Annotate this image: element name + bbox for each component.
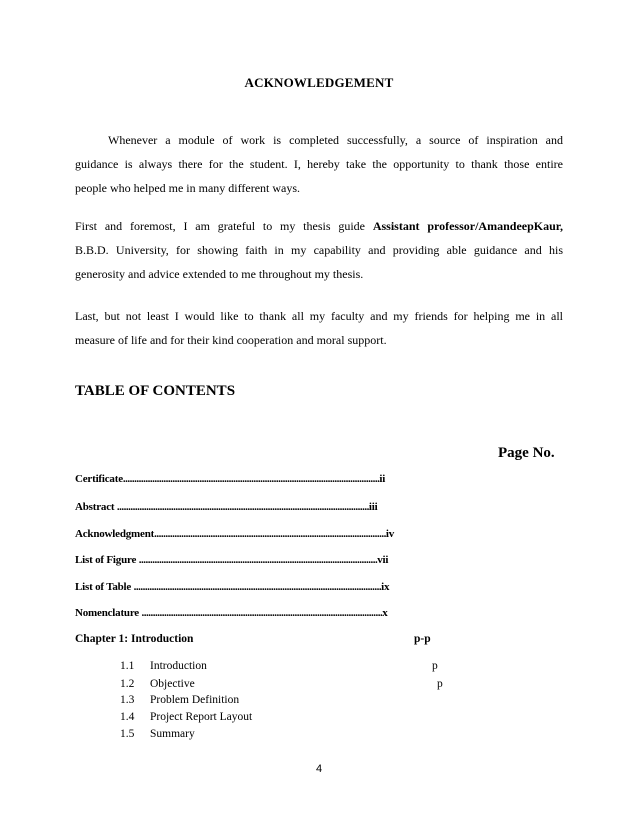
paragraph-line: Last, but not least I would like to thank all my faculty and my friends for helping me in all [75, 309, 563, 323]
chapter-page-range: p-p [414, 633, 431, 645]
toc-entry-page: iii [368, 501, 378, 513]
toc-entry-label: Acknowledgment [75, 528, 155, 540]
chapter-heading: Chapter 1: Introduction [75, 633, 194, 645]
paragraph-line: B.B.D. University, for showing faith in my capability and providing able guidance and his [75, 243, 563, 257]
toc-entry-nomenclature [75, 607, 505, 619]
toc-leader-dots: .................................................................................................................. [122, 473, 380, 485]
toc-entry-acknowledgment [75, 528, 505, 540]
toc-entry-label: Abstract [75, 501, 117, 513]
toc-title: TABLE OF CONTENTS [75, 383, 236, 399]
toc-entry-page: vii [377, 554, 389, 566]
page-no-heading: Page No. [498, 445, 555, 461]
section-title: Introduction [150, 660, 207, 672]
section-number: 1.5 [120, 728, 135, 740]
page-number: 4 [315, 763, 323, 775]
toc-entry-certificate [75, 473, 505, 485]
toc-entry-abstract [75, 501, 505, 513]
section-title: Problem Definition [150, 694, 240, 706]
paragraph-line [75, 214, 563, 238]
acknowledgement-paragraph-1 [75, 128, 563, 200]
section-number: 1.1 [120, 660, 135, 672]
toc-leader-dots: .......................................................................................................... [138, 554, 378, 566]
acknowledgement-paragraph-2 [75, 214, 563, 286]
toc-entry-page: x [382, 607, 388, 619]
section-title: Objective [150, 678, 195, 690]
toc-entry-label: List of Figure [75, 554, 139, 566]
toc-entry-page: ii [379, 473, 386, 485]
toc-leader-dots: ................................................................................................................ [116, 501, 369, 513]
guide-name: Assistant professor/AmandeepKaur, [372, 219, 563, 233]
section-number: 1.4 [120, 711, 135, 723]
toc-entry-list-of-figure [75, 554, 505, 566]
paragraph-line: measure of life and for their kind cooperation and moral support. [75, 333, 387, 347]
section-number: 1.3 [120, 694, 135, 706]
toc-entry-label: Certificate [75, 473, 123, 485]
acknowledgement-heading: ACKNOWLEDGEMENT [244, 75, 394, 90]
toc-entry-list-of-table [75, 581, 505, 593]
paragraph-line: Whenever a module of work is completed successfully, a source of inspiration and [108, 133, 563, 147]
toc-leader-dots: ........................................................................................................... [141, 607, 383, 619]
section-page: p [437, 678, 443, 690]
paragraph-line: generosity and advice extended to me throughout my thesis. [75, 267, 364, 281]
toc-leader-dots: .............................................................................................................. [133, 581, 382, 593]
toc-entry-page: ix [381, 581, 390, 593]
paragraph-text: First and foremost, I am grateful to my thesis guide [75, 219, 373, 233]
section-page: p [432, 660, 438, 672]
section-title: Summary [150, 728, 195, 740]
toc-entry-page: iv [385, 528, 394, 540]
toc-entry-label: Nomenclature [75, 607, 142, 619]
toc-entry-label: List of Table [75, 581, 134, 593]
section-number: 1.2 [120, 678, 135, 690]
acknowledgement-paragraph-3 [75, 304, 563, 352]
section-title: Project Report Layout [150, 711, 253, 723]
paragraph-line: people who helped me in many different ways. [75, 181, 301, 195]
paragraph-line: guidance is always there for the student. I, hereby take the opportunity to thank those entire [75, 157, 563, 171]
toc-leader-dots: ....................................................................................................... [154, 528, 386, 540]
